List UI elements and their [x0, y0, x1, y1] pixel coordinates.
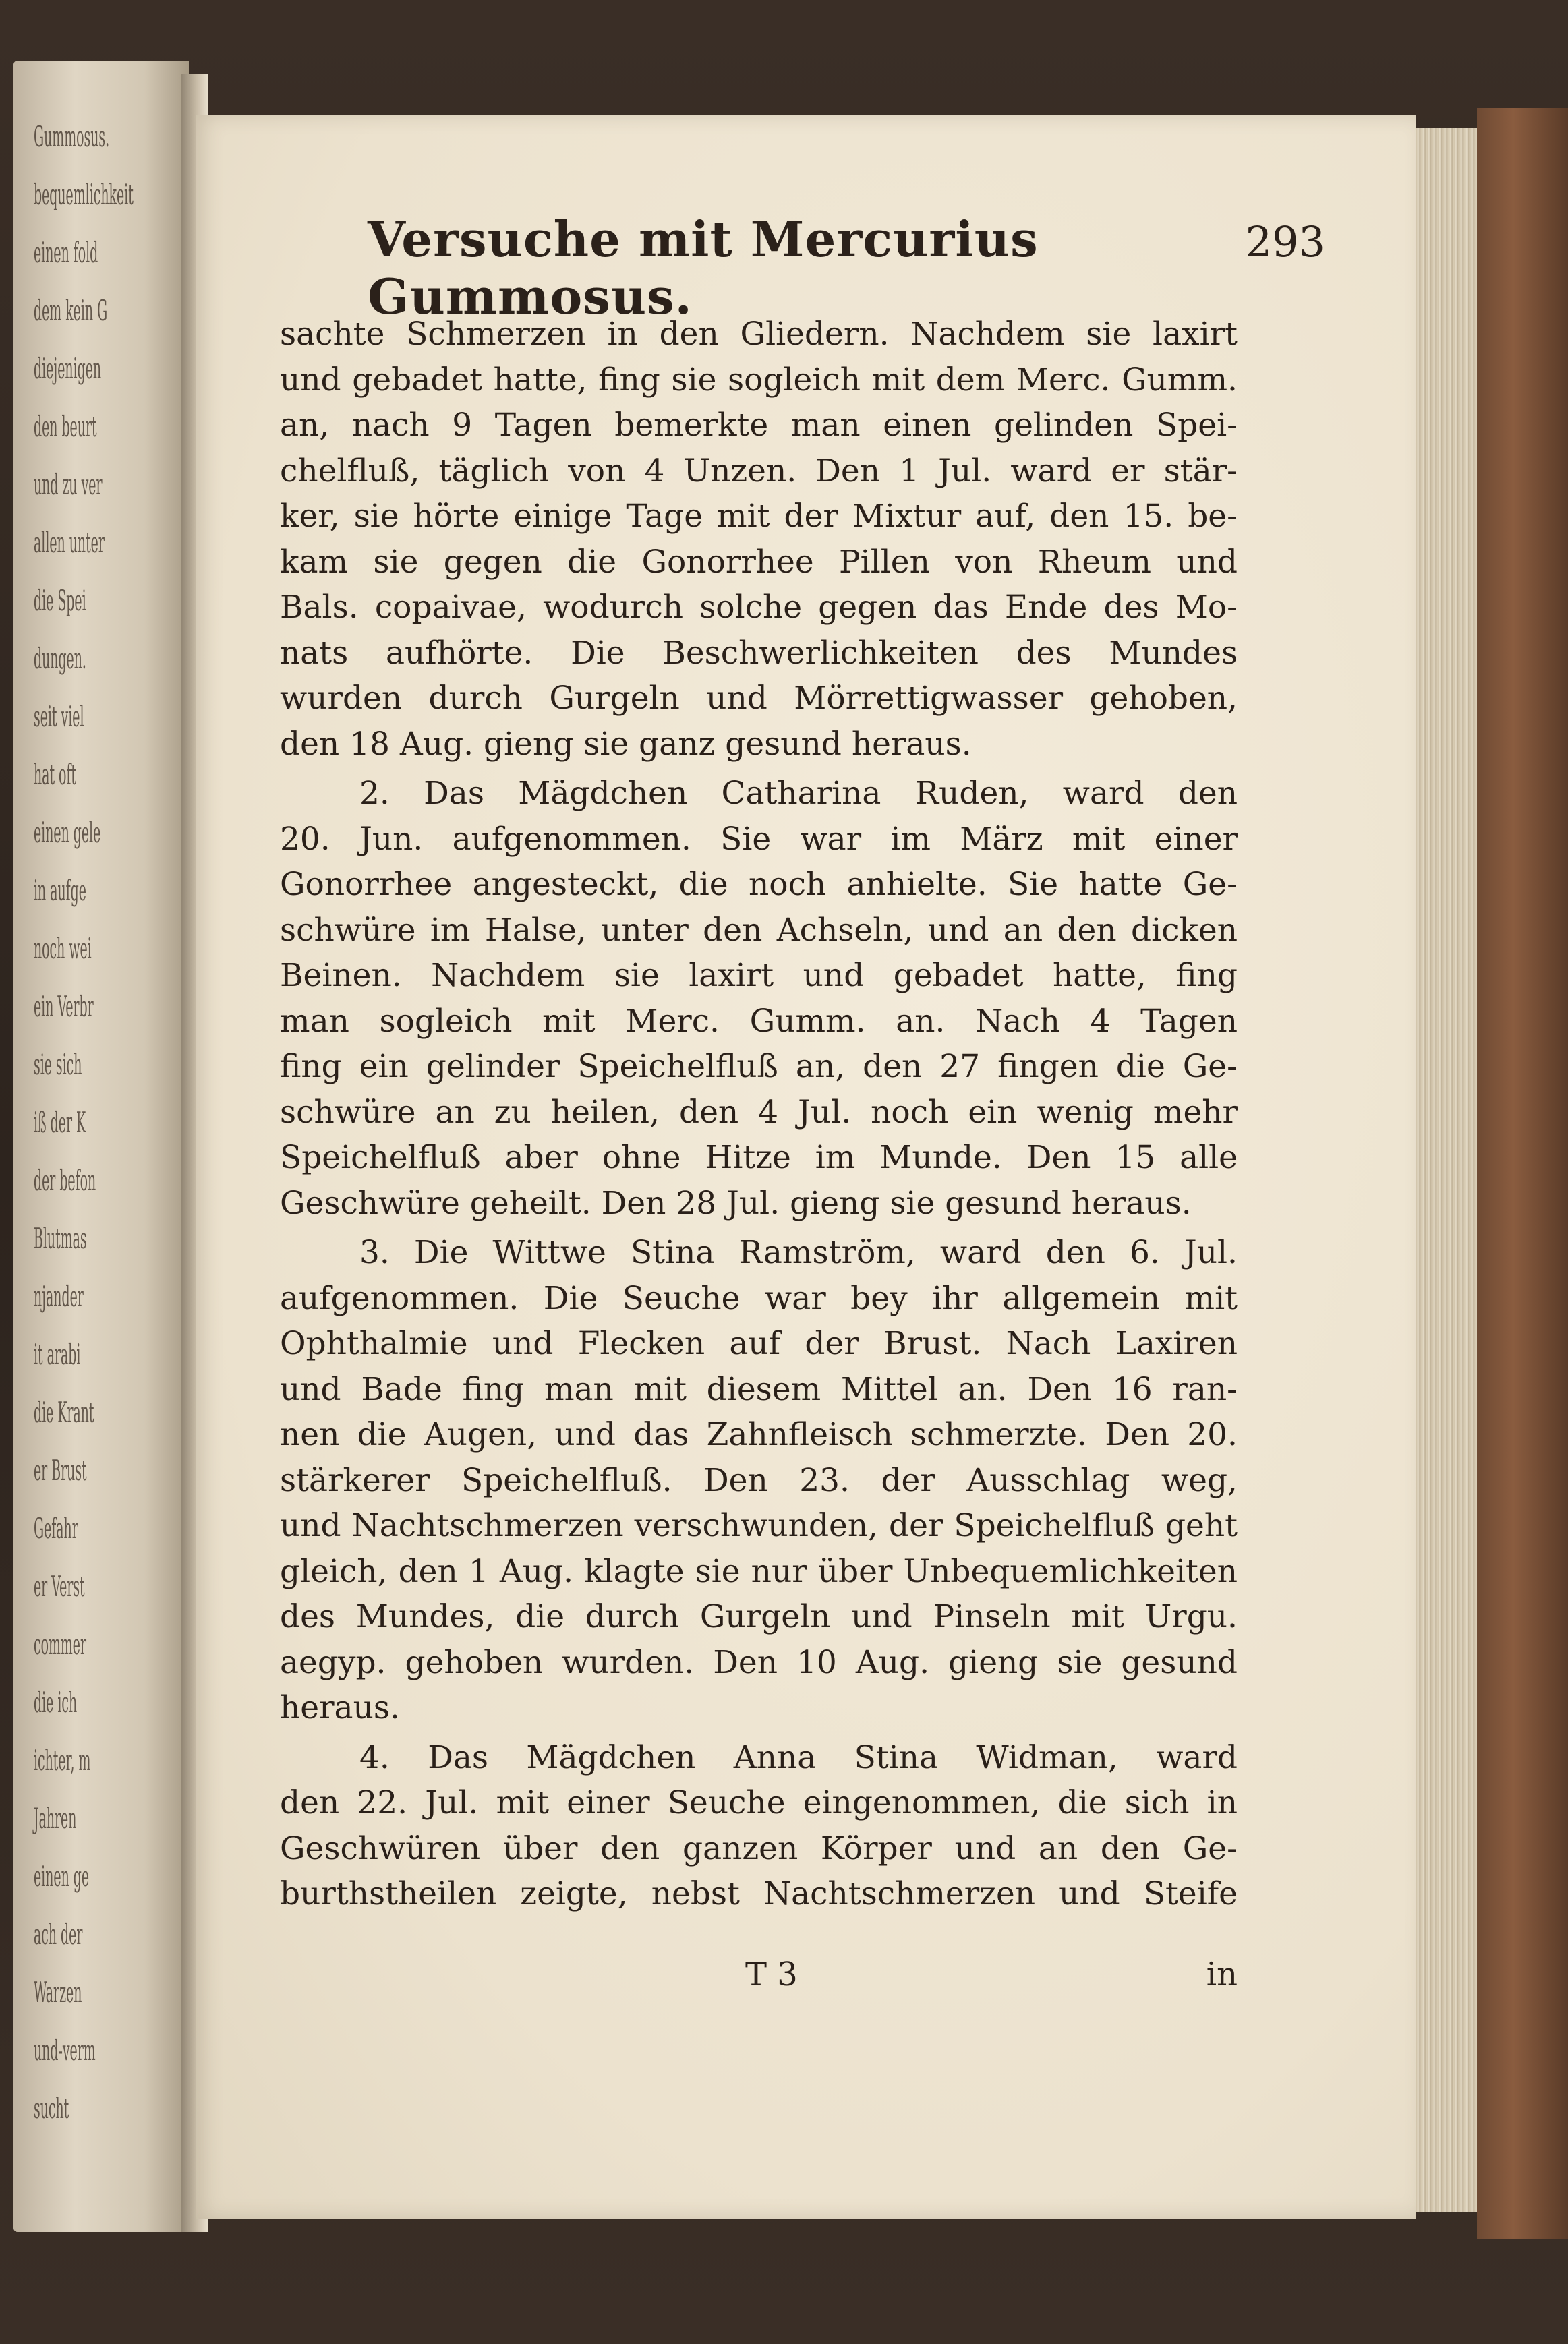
previous-page-fragment: Gummosus. — [34, 120, 110, 153]
previous-page-fragment: hat oft — [34, 758, 77, 791]
page-footer — [280, 1956, 1238, 2003]
previous-page-fragment: dem kein G — [34, 294, 108, 327]
text-line: nats aufhörte. Die Beschwerlichkeiten des Mundes — [280, 634, 1238, 672]
previous-page-fragment: in aufge — [34, 874, 86, 907]
page-fore-edge — [1416, 128, 1484, 2212]
text-line: den 18 Aug. gieng sie ganz gesund heraus. — [280, 725, 972, 763]
previous-page-fragment: iß der K — [34, 1106, 86, 1139]
previous-page-fragment: er Brust — [34, 1454, 87, 1487]
text-line: stärkerer Speichelfluß. Den 23. der Ausschlag weg, — [280, 1461, 1238, 1499]
previous-page-fragment: ein Verbr — [34, 990, 94, 1023]
previous-page-fragment: er Verst — [34, 1570, 85, 1603]
previous-page-fragment: den beurt — [34, 410, 97, 443]
previous-page-fragment: Blutmas — [34, 1222, 87, 1255]
text-line: ker, sie hörte einige Tage mit der Mixtur auf, den 15. be- — [280, 498, 1238, 535]
text-line: heraus. — [280, 1689, 400, 1726]
previous-page-fragment: noch wei — [34, 932, 92, 965]
body-text — [280, 312, 1238, 1917]
text-line: sachte Schmerzen in den Gliedern. Nachdem sie laxirt — [280, 316, 1238, 353]
previous-page-fragment: einen ge — [34, 1860, 90, 1893]
text-line: schwüre im Halse, unter den Achseln, und an den dicken — [280, 911, 1238, 949]
previous-page-fragment: commer — [34, 1628, 87, 1661]
text-line: burthstheilen zeigte, nebst Nachtschmerzen und Steife — [280, 1875, 1238, 1912]
text-line: aegyp. gehoben wurden. Den 10 Aug. gieng sie gesund — [280, 1643, 1238, 1681]
previous-page-fragment: Warzen — [34, 1976, 82, 2009]
text-line: fing ein gelinder Speichelfluß an, den 27 fingen die Ge- — [280, 1048, 1238, 1085]
previous-page-fragment: und zu ver — [34, 468, 103, 501]
text-line: Speichelfluß aber ohne Hitze im Munde. Den 15 alle — [280, 1139, 1238, 1176]
running-title: Versuche mit Mercurius Gummosus. — [368, 210, 1039, 325]
previous-page-fragment: die ich — [34, 1686, 78, 1719]
text-line: schwüre an zu heilen, den 4 Jul. noch ein wenig mehr — [280, 1093, 1238, 1131]
previous-page-fragment: sucht — [34, 2092, 69, 2125]
text-line: Geschwüre geheilt. Den 28 Jul. gieng sie gesund heraus. — [280, 1184, 1192, 1222]
text-line: an, nach 9 Tagen bemerkte man einen gelinden Spei- — [280, 407, 1238, 444]
text-line: Bals. copaivae, wodurch solche gegen das Ende des Mo- — [280, 589, 1238, 626]
previous-page-fragment: Gefahr — [34, 1512, 78, 1545]
previous-page-fragment: einen fold — [34, 236, 98, 269]
text-line: und Bade fing man mit diesem Mittel an. Den 16 ran- — [280, 1370, 1238, 1408]
previous-page-fragment: der befon — [34, 1164, 96, 1197]
text-line: wurden durch Gurgeln und Mörrettigwasser gehoben, — [280, 680, 1238, 717]
previous-page-fragment: sie sich — [34, 1048, 82, 1081]
previous-page-fragment: einen gele — [34, 816, 101, 849]
previous-page-fragment: ichter, m — [34, 1744, 91, 1777]
text-line: des Mundes, die durch Gurgeln und Pinseln mit Urgu. — [280, 1598, 1238, 1635]
text-line: und gebadet hatte, fing sie sogleich mit dem Merc. Gumm. — [280, 361, 1238, 399]
text-line: 2. Das Mägdchen Catharina Ruden, ward den — [359, 775, 1238, 812]
previous-page-fragment: allen unter — [34, 526, 105, 559]
previous-page-fragment: ach der — [34, 1918, 83, 1951]
text-line: chelfluß, täglich von 4 Unzen. Den 1 Jul. ward er stär- — [280, 452, 1238, 490]
printer-signature: T 3 — [745, 1956, 798, 1993]
text-line: 4. Das Mägdchen Anna Stina Widman, ward — [359, 1738, 1238, 1776]
previous-page-fragment: diejenigen — [34, 352, 102, 385]
text-line: Beinen. Nachdem sie laxirt und gebadet hatte, fing — [280, 957, 1238, 994]
text-line: Geschwüren über den ganzen Körper und an den Ge- — [280, 1829, 1238, 1867]
text-line: den 22. Jul. mit einer Seuche eingenommen, die sich in — [280, 1784, 1238, 1821]
page-number: 293 — [1245, 217, 1325, 266]
text-line: gleich, den 1 Aug. klagte sie nur über Unbequemlichkeiten — [280, 1552, 1238, 1590]
text-line: 3. Die Wittwe Stina Ramström, ward den 6. Jul. — [359, 1234, 1238, 1271]
previous-page-fragment: seit viel — [34, 700, 84, 733]
text-line: Ophthalmie und Flecken auf der Brust. Nach Laxiren — [280, 1325, 1238, 1362]
previous-page — [13, 61, 189, 2232]
text-line: 20. Jun. aufgenommen. Sie war im März mit einer — [280, 820, 1238, 858]
previous-page-fragment: Jahren — [34, 1802, 77, 1835]
text-line: und Nachtschmerzen verschwunden, der Speichelfluß geht — [280, 1507, 1238, 1544]
book-cover-edge — [1477, 108, 1568, 2239]
catchword: in — [1206, 1956, 1238, 1993]
previous-page-fragment: die Krant — [34, 1396, 94, 1429]
previous-page-fragment: dungen. — [34, 642, 86, 675]
text-line: nen die Augen, und das Zahnfleisch schmerzte. Den 20. — [280, 1416, 1238, 1453]
previous-page-fragment: it arabi — [34, 1338, 81, 1371]
text-line: man sogleich mit Merc. Gumm. an. Nach 4 Tagen — [280, 1002, 1238, 1040]
text-line: aufgenommen. Die Seuche war bey ihr allgemein mit — [280, 1279, 1238, 1317]
previous-page-fragment: und-verm — [34, 2034, 96, 2067]
previous-page-fragment: die Spei — [34, 584, 86, 617]
previous-page-fragment: bequemlichkeit — [34, 178, 134, 211]
page-header — [347, 210, 1325, 325]
previous-page-fragment: njander — [34, 1280, 84, 1313]
text-line: kam sie gegen die Gonorrhee Pillen von Rheum und — [280, 543, 1238, 581]
text-line: Gonorrhee angesteckt, die noch anhielte. Sie hatte Ge- — [280, 866, 1238, 903]
